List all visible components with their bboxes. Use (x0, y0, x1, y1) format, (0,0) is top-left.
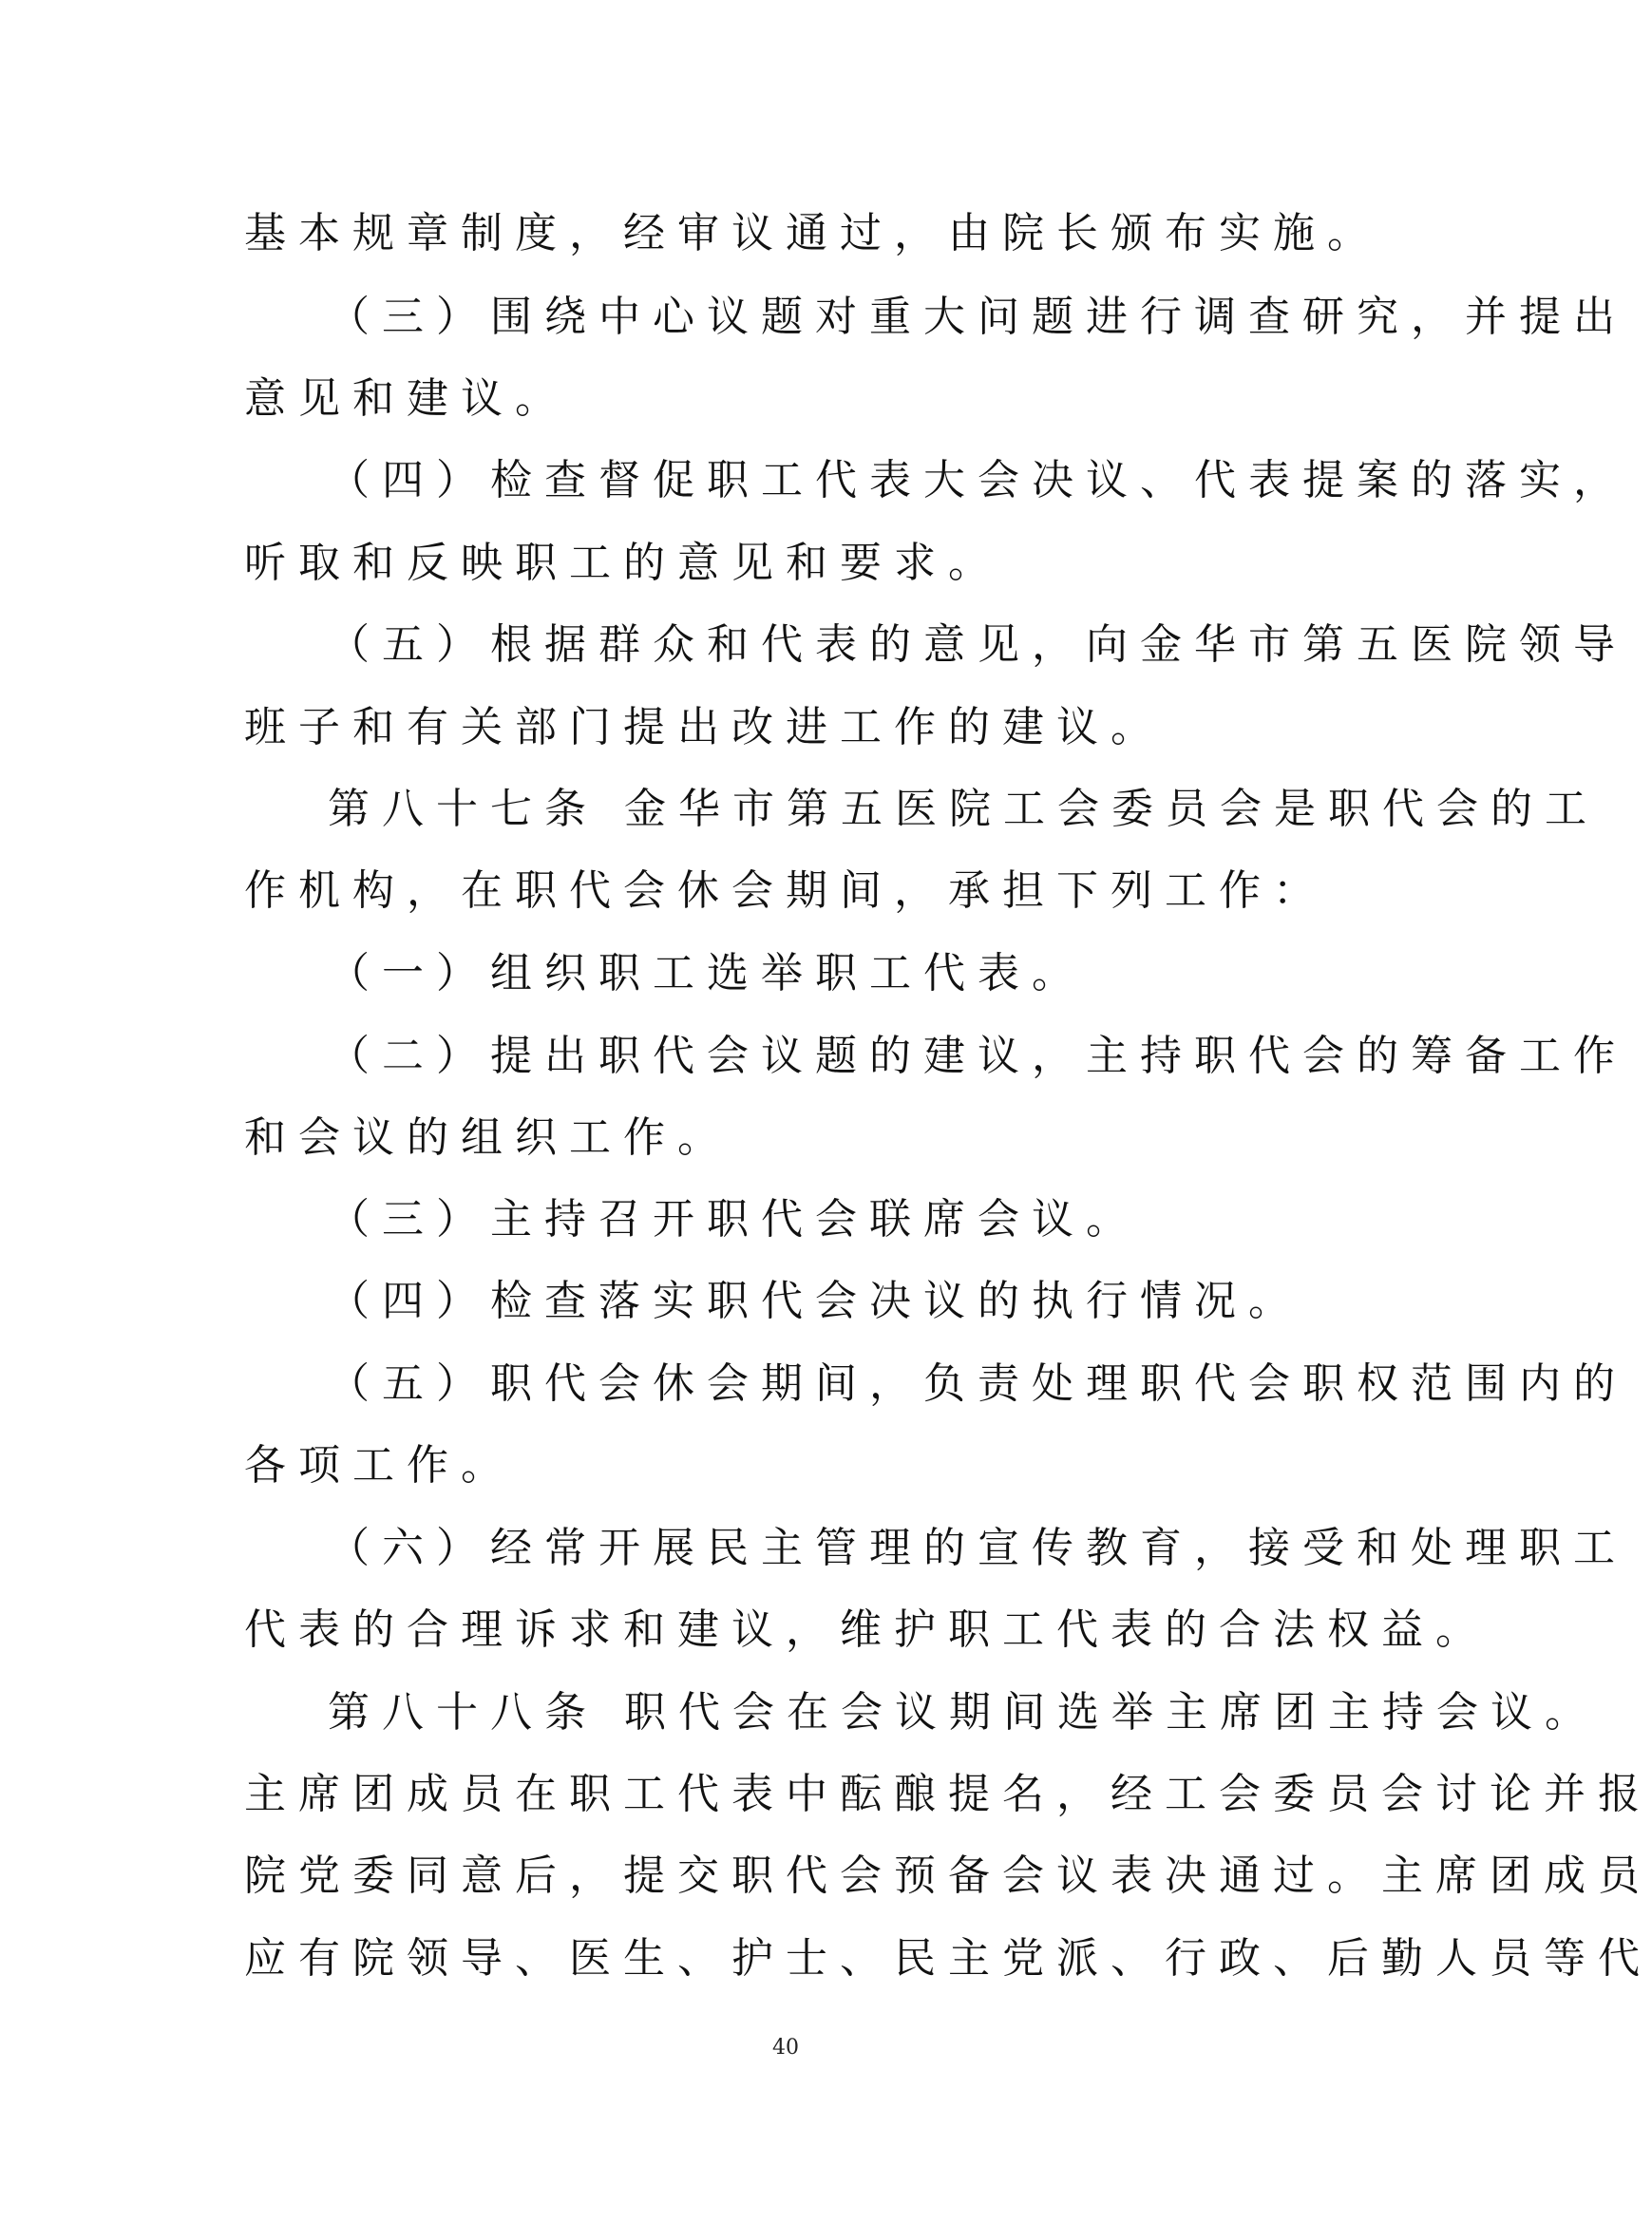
body-line: （五）根据群众和代表的意见，向金华市第五医院领导 (328, 620, 1627, 669)
body-line: 意见和建议。 (244, 374, 569, 423)
body-line: 班子和有关部门提出改进工作的建议。 (244, 703, 1165, 751)
page-number: 40 (772, 2036, 799, 2060)
body-line: 基本规章制度，经审议通过，由院长颁布实施。 (244, 209, 1381, 257)
body-line: （二）提出职代会议题的建议，主持职代会的筹备工作 (328, 1032, 1627, 1080)
body-line: （三）主持召开职代会联席会议。 (328, 1195, 1140, 1244)
body-line: 各项工作。 (244, 1441, 515, 1490)
body-line: （四）检查督促职工代表大会决议、代表提案的落实， (328, 456, 1627, 504)
body-line: （六）经常开展民主管理的宣传教育，接受和处理职工 (328, 1524, 1627, 1572)
body-line: （三）围绕中心议题对重大问题进行调查研究，并提出 (328, 293, 1627, 341)
body-line: 作机构，在职代会休会期间，承担下列工作： (244, 866, 1327, 915)
body-line: 和会议的组织工作。 (244, 1113, 731, 1162)
body-line: 主席团成员在职工代表中酝酿提名，经工会委员会讨论并报 (244, 1770, 1652, 1818)
body-line: （一）组织职工选举职工代表。 (328, 949, 1086, 997)
body-line: （五）职代会休会期间，负责处理职代会职权范围内的 (328, 1359, 1627, 1408)
body-line: 第八十七条 金华市第五医院工会委员会是职代会的工 (328, 785, 1599, 833)
body-line: 代表的合理诉求和建议，维护职工代表的合法权益。 (244, 1605, 1490, 1654)
body-line: 第八十八条 职代会在会议期间选举主席团主持会议。 (328, 1688, 1599, 1737)
body-line: （四）检查落实职代会决议的执行情况。 (328, 1277, 1302, 1325)
body-line: 听取和反映职工的意见和要求。 (244, 539, 1002, 587)
body-line: 院党委同意后，提交职代会预备会议表决通过。主席团成员 (244, 1852, 1652, 1900)
body-line: 应有院领导、医生、护士、民主党派、行政、后勤人员等代 (244, 1934, 1652, 1983)
